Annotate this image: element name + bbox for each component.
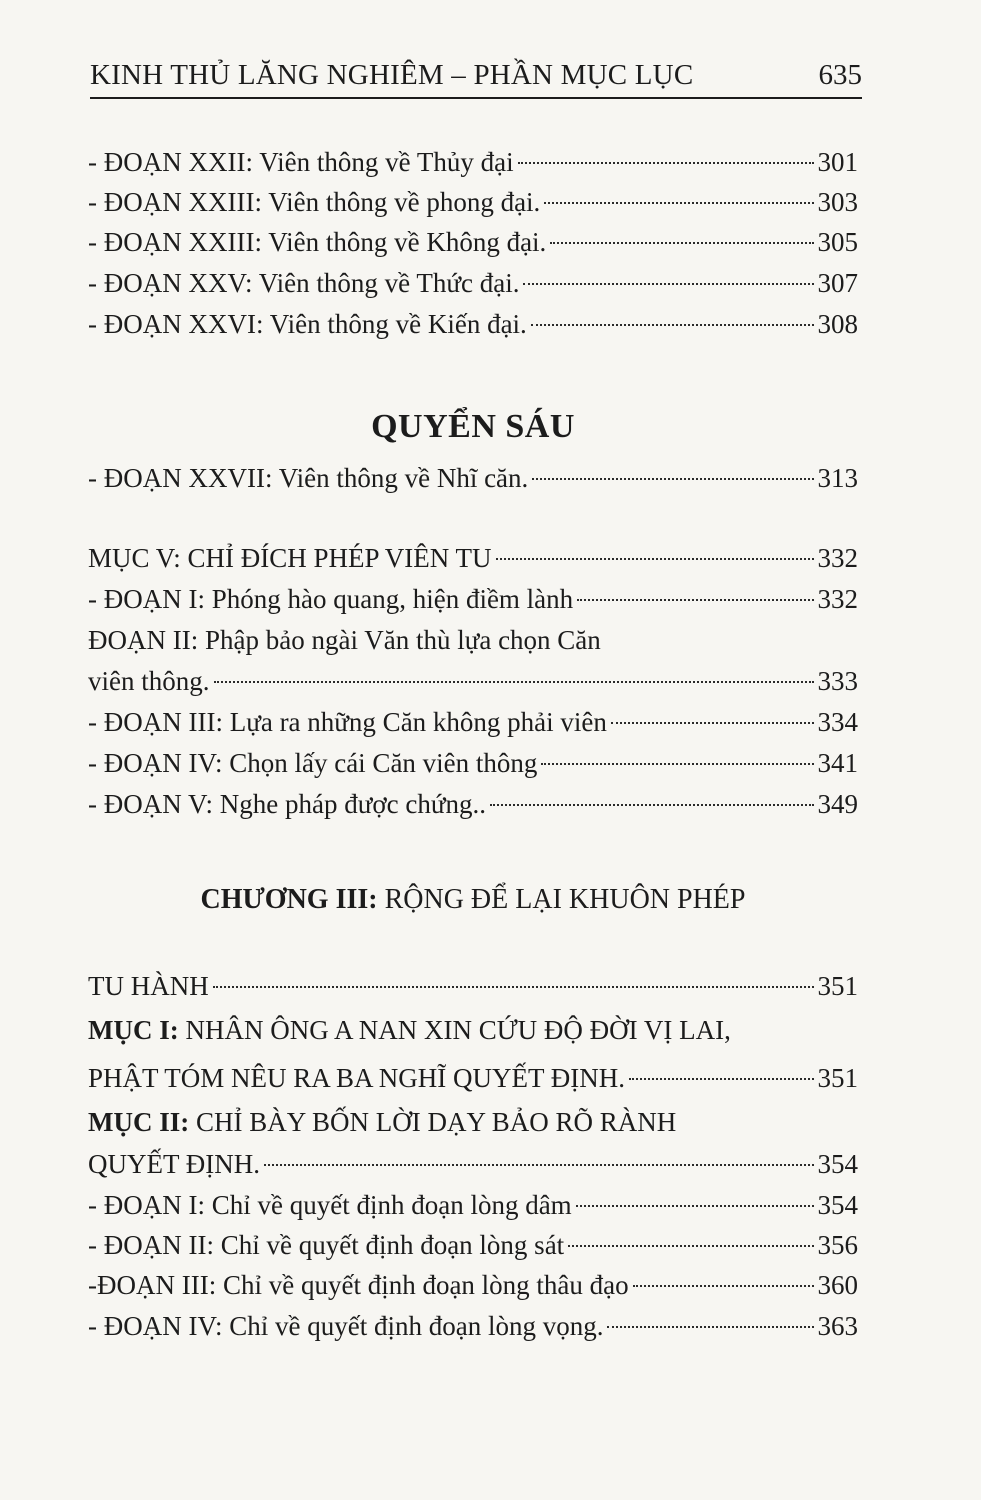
toc-entry (88, 458, 858, 498)
toc-entry (88, 1185, 858, 1225)
toc-entry (88, 966, 858, 1006)
toc-entry-text: TU HÀNH (88, 971, 209, 1001)
dot-leader (490, 804, 814, 806)
section-title: CHỈ BÀY BỐN LỜI DẠY BẢO RÕ RÀNH (189, 1107, 677, 1137)
dot-leader (629, 1078, 813, 1080)
toc-entry-text: - ĐOẠN I: Chỉ về quyết định đoạn lòng dâm (88, 1190, 572, 1220)
dot-leader (541, 763, 813, 765)
section-heading-entry (88, 538, 858, 578)
toc-entry-page: 354 (817, 1190, 858, 1220)
toc-entry-text: -ĐOẠN III: Chỉ về quyết định đoạn lòng thâu đạo (88, 1270, 629, 1300)
toc-entry-page: 351 (817, 1063, 858, 1093)
toc-entry-text: MỤC V: CHỈ ĐÍCH PHÉP VIÊN TU (88, 543, 492, 573)
toc-entry (88, 1306, 858, 1346)
toc-entry-page: 334 (817, 707, 858, 737)
toc-entry-text: viên thông. (88, 666, 210, 696)
toc-entry (88, 263, 858, 303)
toc-entry-page: 363 (817, 1311, 858, 1341)
toc-entry-text: PHẬT TÓM NÊU RA BA NGHĨ QUYẾT ĐỊNH. (88, 1063, 626, 1093)
toc-entry-page: 341 (817, 748, 858, 778)
section-label: MỤC II: (88, 1107, 190, 1137)
toc-entry-page: 307 (817, 268, 858, 298)
toc-entry-page: 349 (817, 789, 858, 819)
page-number: 635 (818, 59, 862, 91)
toc-entry (88, 1144, 858, 1184)
dot-leader (264, 1164, 814, 1166)
toc-entry-page: 332 (817, 584, 858, 614)
toc-entry-text: - ĐOẠN XXV: Viên thông về Thức đại. (88, 268, 520, 298)
chapter-heading (88, 880, 858, 920)
toc-entry (88, 182, 858, 222)
toc-entry-page: 356 (817, 1230, 858, 1260)
toc-entry-text: - ĐOẠN II: Chỉ về quyết định đoạn lòng sát (88, 1230, 565, 1260)
section-heading-line (88, 1102, 676, 1142)
toc-entry-page: 303 (817, 187, 858, 217)
toc-entry-text: - ĐOẠN V: Nghe pháp được chứng.. (88, 789, 486, 819)
toc-entry-page: 333 (817, 666, 858, 696)
dot-leader (531, 324, 814, 326)
toc-entry-text: QUYẾT ĐỊNH. (88, 1149, 260, 1179)
toc-entry (88, 1225, 858, 1265)
dot-leader (576, 1205, 814, 1207)
toc-entry-page: 354 (817, 1149, 858, 1179)
dot-leader (523, 283, 813, 285)
toc-entry-page: 332 (817, 543, 858, 573)
dot-leader (607, 1326, 813, 1328)
toc-entry-text: - ĐOẠN IV: Chọn lấy cái Căn viên thông (88, 748, 538, 778)
toc-entry-page: 360 (817, 1270, 858, 1300)
toc-entry (88, 702, 858, 742)
toc-entry (88, 1265, 858, 1305)
toc-entry-page: 351 (817, 971, 858, 1001)
dot-leader (518, 162, 814, 164)
toc-entry-text: - ĐOẠN XXVII: Viên thông về Nhĩ căn. (88, 463, 529, 493)
toc-entry-text: - ĐOẠN IV: Chỉ về quyết định đoạn lòng vọng. (88, 1311, 604, 1341)
section-title: NHÂN ÔNG A NAN XIN CỨU ĐỘ ĐỜI VỊ LAI, (178, 1015, 731, 1045)
toc-entry-text: - ĐOẠN III: Lựa ra những Căn không phải viên (88, 707, 607, 737)
page-header (90, 55, 862, 99)
toc-entry-page: 301 (817, 147, 858, 177)
running-title: KINH THỦ LĂNG NGHIÊM – PHẦN MỤC LỤC (90, 59, 694, 91)
dot-leader (577, 599, 813, 601)
dot-leader (568, 1245, 813, 1247)
dot-leader (550, 242, 813, 244)
dot-leader (633, 1285, 814, 1287)
dot-leader (496, 558, 814, 560)
chapter-label: CHƯƠNG III: (200, 884, 378, 915)
toc-entry-text: - ĐOẠN XXIII: Viên thông về phong đại. (88, 187, 541, 217)
toc-entry-page: 313 (817, 463, 858, 493)
section-heading-line (88, 1010, 731, 1050)
toc-entry (88, 1058, 858, 1098)
dot-leader (611, 722, 814, 724)
toc-entry (88, 304, 858, 344)
dot-leader (544, 202, 813, 204)
toc-entry-text: - ĐOẠN XXVI: Viên thông về Kiến đại. (88, 309, 527, 339)
toc-entry (88, 743, 858, 783)
toc-entry-page: 305 (817, 227, 858, 257)
toc-entry-line: ĐOẠN II: Phập bảo ngài Văn thù lựa chọn Căn (88, 625, 601, 655)
section-label: MỤC I: (88, 1015, 179, 1045)
toc-entry (88, 142, 858, 182)
dot-leader (213, 986, 814, 988)
toc-entry (88, 784, 858, 824)
volume-title: QUYỂN SÁU (371, 408, 575, 445)
toc-entry-text: - ĐOẠN XXII: Viên thông về Thủy đại (88, 147, 514, 177)
chapter-title: RỘNG ĐỂ LẠI KHUÔN PHÉP (377, 884, 746, 915)
toc-entry (88, 661, 858, 701)
toc-entry (88, 579, 858, 619)
toc-entry-page: 308 (817, 309, 858, 339)
toc-entry (88, 222, 858, 262)
dot-leader (214, 681, 814, 683)
toc-entry-text: - ĐOẠN XXIII: Viên thông về Không đại. (88, 227, 547, 257)
toc-entry-text: - ĐOẠN I: Phóng hào quang, hiện điềm lành (88, 584, 574, 614)
dot-leader (532, 478, 813, 480)
